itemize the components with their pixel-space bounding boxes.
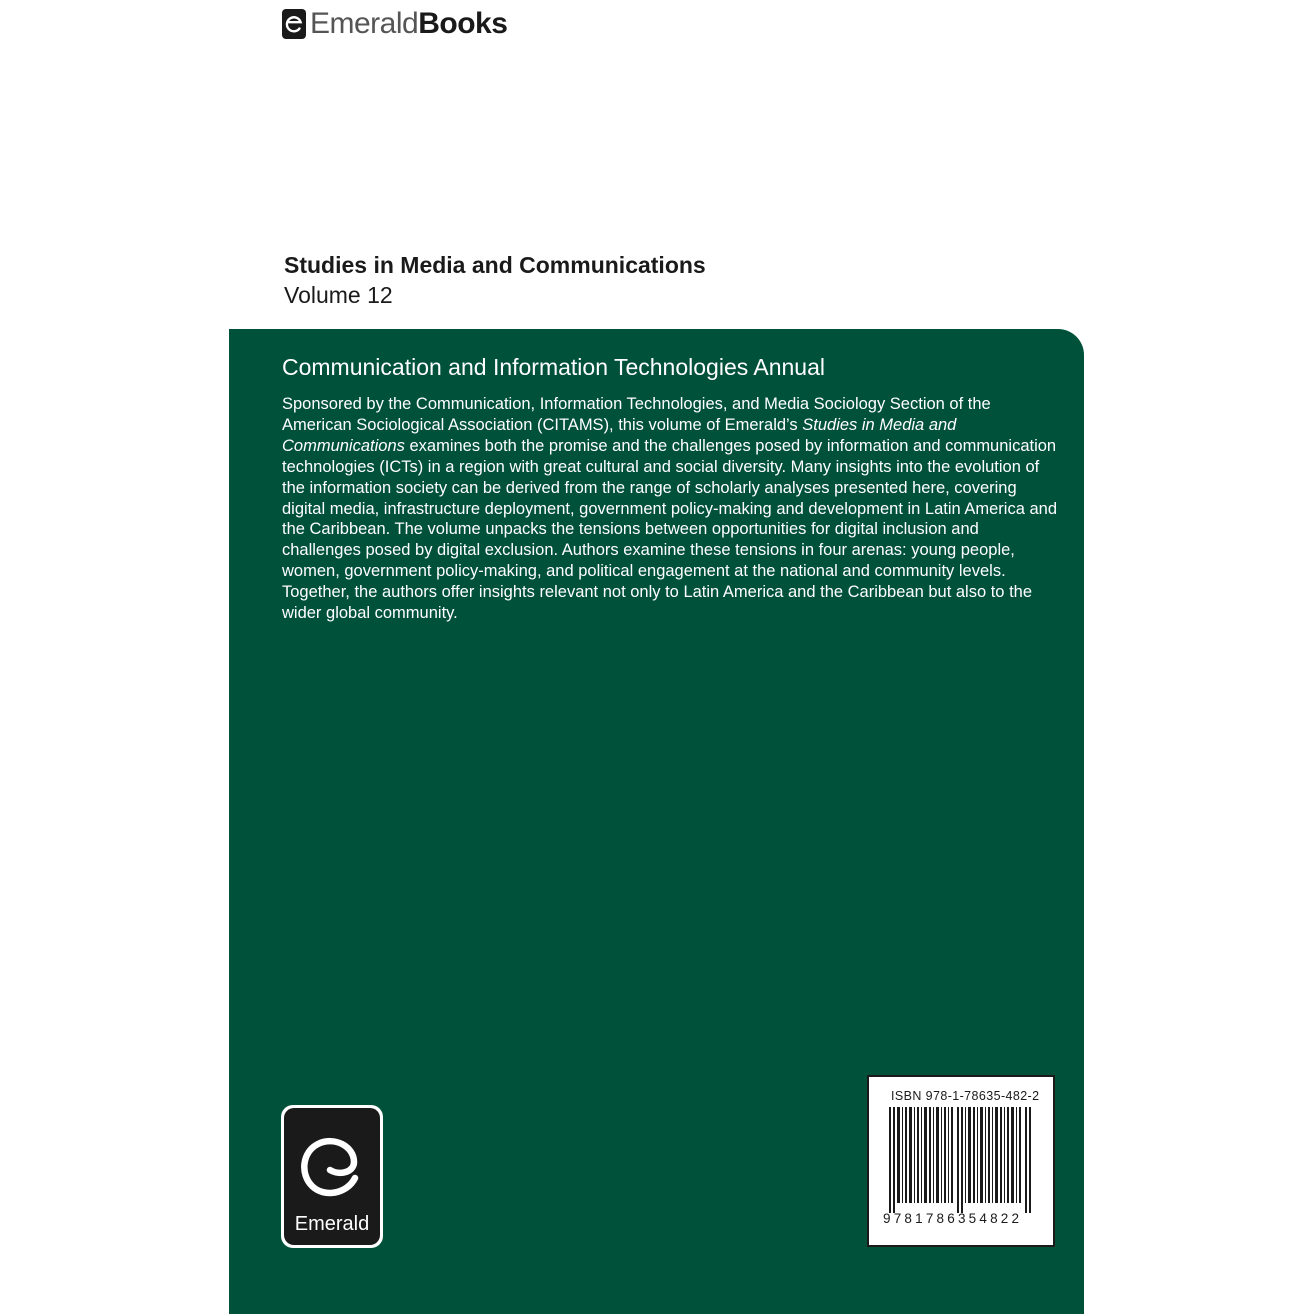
isbn-barcode [867,1075,1055,1247]
emerald-e-icon [292,1120,372,1210]
badge-label: Emerald [294,1213,370,1235]
cover-panel [229,329,1084,1314]
publisher-name-light: Emerald [310,7,419,40]
book-description [282,394,1062,624]
series-title: Studies in Media and Communications [284,252,706,278]
description-italic-title: Studies in Media and Communications [282,415,957,455]
publisher-logo [282,8,507,40]
barcode-icon [887,1107,1037,1213]
isbn-text: ISBN 978-1-78635-482-2 [891,1089,1040,1103]
emerald-badge-logo [281,1105,383,1248]
annual-title: Communication and Information Technologies Annual [282,354,825,380]
series-volume: Volume 12 [284,282,393,308]
emerald-e-icon [282,9,306,39]
publisher-name-bold: Books [418,7,508,40]
description-part-1: Sponsored by the Communication, Information Technologies, and Media Sociology Section of the American Sociological Association (CITAMS), this volume of Emerald’s [282,395,991,434]
barcode-digits: 9781786354822 [883,1211,1023,1226]
description-part-2: examines both the promise and the challenges posed by information and communication technologies (ICTs) in a region with great cultural and social diversity. Many insights into the evolution of the information society can be derived from the range of scholarly analyses presented here, covering digital media, infrastructure deployment, government policy-making and development in Latin America and the Caribbean. The volume unpacks the tensions between opportunities for digital inclusion and challenges posed by digital exclusion. Authors examine these tensions in four arenas: young people, women, government policy-making, and political engagement at the national and community levels. Together, the authors offer insights relevant not only to Latin America and the Caribbean but also to the wider global community. [282,436,1058,623]
